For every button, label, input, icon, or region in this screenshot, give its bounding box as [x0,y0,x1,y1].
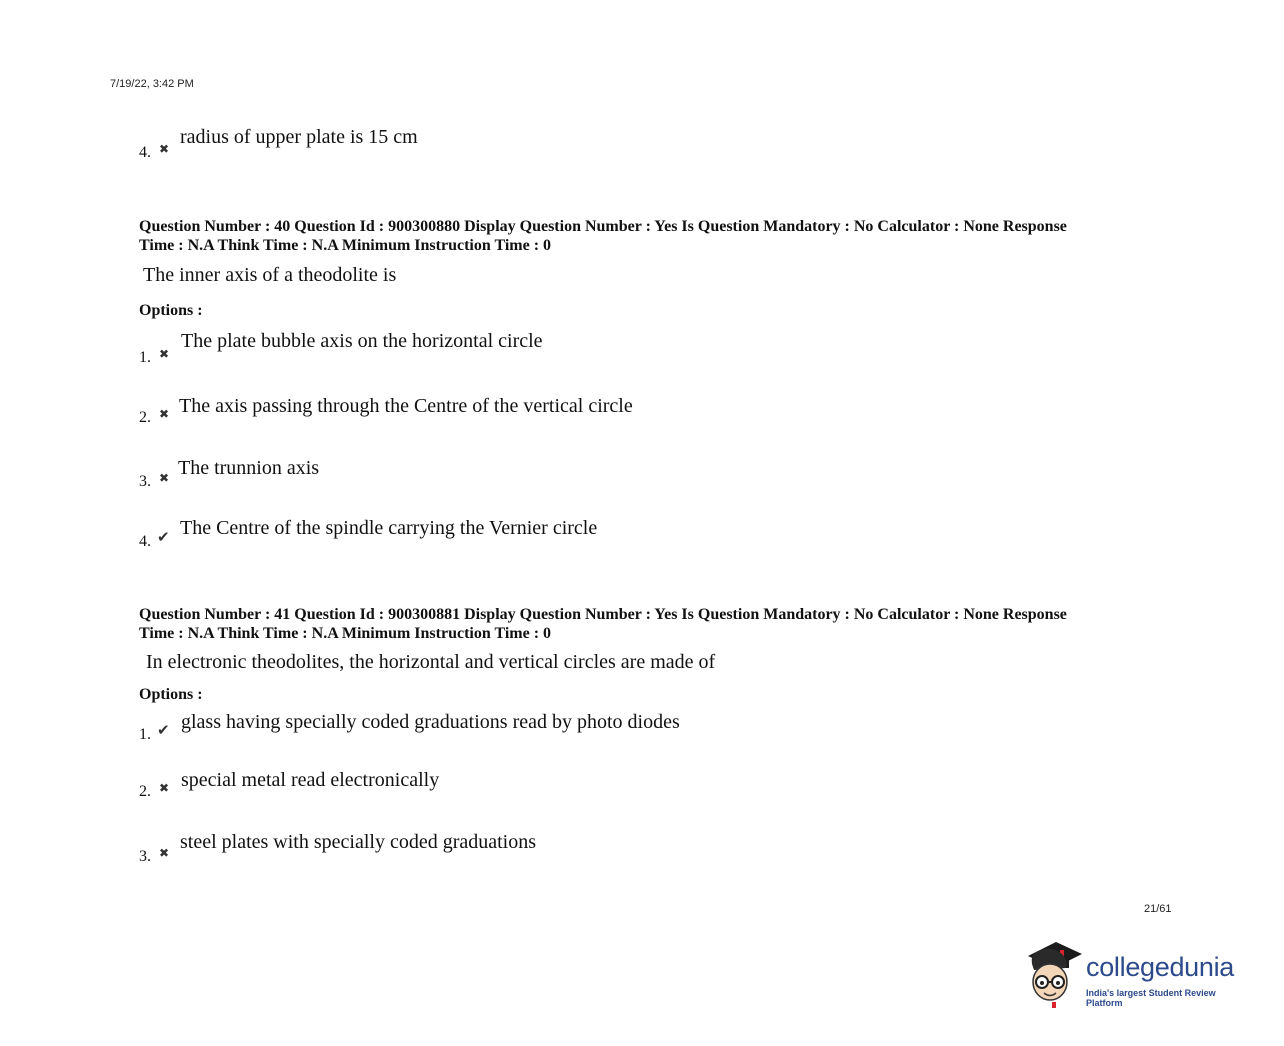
check-icon: ✔ [157,721,170,739]
cross-icon: ✖ [159,781,170,795]
q40-option-3-text: The trunnion axis [178,457,320,479]
q41-option-2-text: special metal read electronically [181,769,440,791]
q41-option-1-number: 1. [139,726,151,743]
collegedunia-logo [1022,938,1254,1010]
page-number: 21/61 [1144,903,1172,915]
cross-icon: ✖ [159,471,170,485]
cross-icon: ✖ [159,142,170,156]
prev-option-number: 4. [139,144,151,161]
q40-option-1-text: The plate bubble axis on the horizontal circle [181,330,543,352]
question-41-meta-line2: Time : N.A Think Time : N.A Minimum Instruction Time : 0 [139,625,552,642]
question-40-options-label: Options : [139,302,203,319]
q40-option-1-number: 1. [139,349,151,366]
question-40-meta-line1: Question Number : 40 Question Id : 900300880 Display Question Number : Yes Is Question Mandatory : No Calculator : None Response [139,218,1067,235]
question-41-options-label: Options : [139,686,203,703]
check-icon: ✔ [157,528,170,546]
q40-option-3-number: 3. [139,473,151,490]
cross-icon: ✖ [159,846,170,860]
question-41-meta-line1: Question Number : 41 Question Id : 900300881 Display Question Number : Yes Is Question Mandatory : No Calculator : None Response [139,606,1067,623]
cross-icon: ✖ [159,347,170,361]
q41-option-3-text: steel plates with specially coded graduations [180,831,537,853]
q41-option-2-number: 2. [139,783,151,800]
q40-option-4-text: The Centre of the spindle carrying the Vernier circle [180,517,598,539]
cross-icon: ✖ [159,407,170,421]
q41-option-3-number: 3. [139,848,151,865]
q40-option-2-text: The axis passing through the Centre of the vertical circle [179,395,633,417]
question-40-meta [139,217,1179,255]
print-timestamp: 7/19/22, 3:42 PM [110,78,194,90]
q40-option-4-number: 4. [139,533,151,550]
q40-option-2-number: 2. [139,409,151,426]
mascot-icon [1022,938,1084,1010]
q41-option-1-text: glass having specially coded graduations read by photo diodes [181,711,680,733]
prev-option-text: radius of upper plate is 15 cm [180,126,418,148]
question-41-meta [139,605,1179,643]
logo-tagline: India's largest Student Review Platform [1086,988,1216,1008]
logo-brand-text: collegedunia [1086,952,1235,982]
question-41-text: In electronic theodolites, the horizontal and vertical circles are made of [146,651,716,673]
question-40-meta-line2: Time : N.A Think Time : N.A Minimum Instruction Time : 0 [139,237,552,254]
question-40-text: The inner axis of a theodolite is [143,264,397,286]
